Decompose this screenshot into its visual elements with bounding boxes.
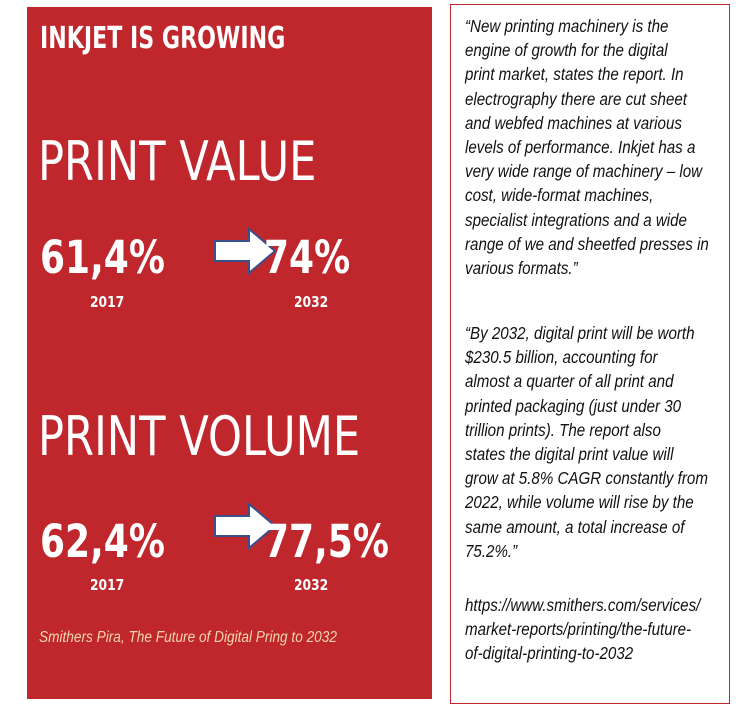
quote-line: levels of performance. Inkjet has a [465,137,696,158]
print-volume-year-2032: 2032 [294,576,329,594]
print-volume-2017: 62,4% [40,515,165,568]
quote-line: grow at 5.8% CAGR constantly from [465,468,708,489]
quote-line: almost a quarter of all print and [465,371,674,392]
quote-line: range of we and sheetfed presses in [465,233,709,254]
quote-line: $230.5 billion, accounting for [465,347,658,368]
quote-line: “By 2032, digital print will be worth [465,323,695,343]
url-line: https://www.smithers.com/services/ [465,595,701,615]
source-caption: Smithers Pira, The Future of Digital Pring to 2032 [39,629,337,646]
source-url [465,593,725,666]
print-value-year-2017: 2017 [90,293,125,311]
report-quote-forecast [465,321,725,563]
quote-line: same amount, a total increase of [465,516,685,537]
quote-line: engine of growth for the digital [465,40,668,61]
print-value-heading: PRINT VALUE [38,130,317,193]
quote-line: trillion prints). The report also [465,419,661,440]
quote-line: very wide range of machinery – low [465,161,703,182]
quote-line: cost, wide-format machines, [465,185,654,206]
quote-line: printed packaging (just under 30 [465,395,682,416]
print-volume-year-2017: 2017 [90,576,125,594]
print-volume-2032: 77,5% [264,515,389,568]
report-quote-machinery [465,14,725,280]
infographic-title: INKJET IS GROWING [40,21,286,56]
infographic-panel [27,7,432,699]
quote-line: specialist integrations and a wide [465,209,687,230]
url-line: of-digital-printing-to-2032 [465,643,634,664]
quote-line: states the digital print value will [465,444,674,465]
quote-line: 75.2%.” [465,540,518,561]
quote-line: various formats.” [465,258,578,279]
quote-line: print market, states the report. In [465,64,684,85]
print-volume-heading: PRINT VOLUME [38,405,361,468]
quote-line: 2022, while volume will rise by the [465,492,694,513]
print-value-2032: 74% [264,231,351,284]
print-value-2017: 61,4% [40,231,165,284]
url-line: market-reports/printing/the-future- [465,619,692,640]
quote-panel [450,4,730,704]
print-value-year-2032: 2032 [294,293,329,311]
quote-line: electrography there are cut sheet [465,88,687,109]
quote-line: and webfed machines at various [465,112,682,133]
quote-line: “New printing machinery is the [465,16,669,36]
